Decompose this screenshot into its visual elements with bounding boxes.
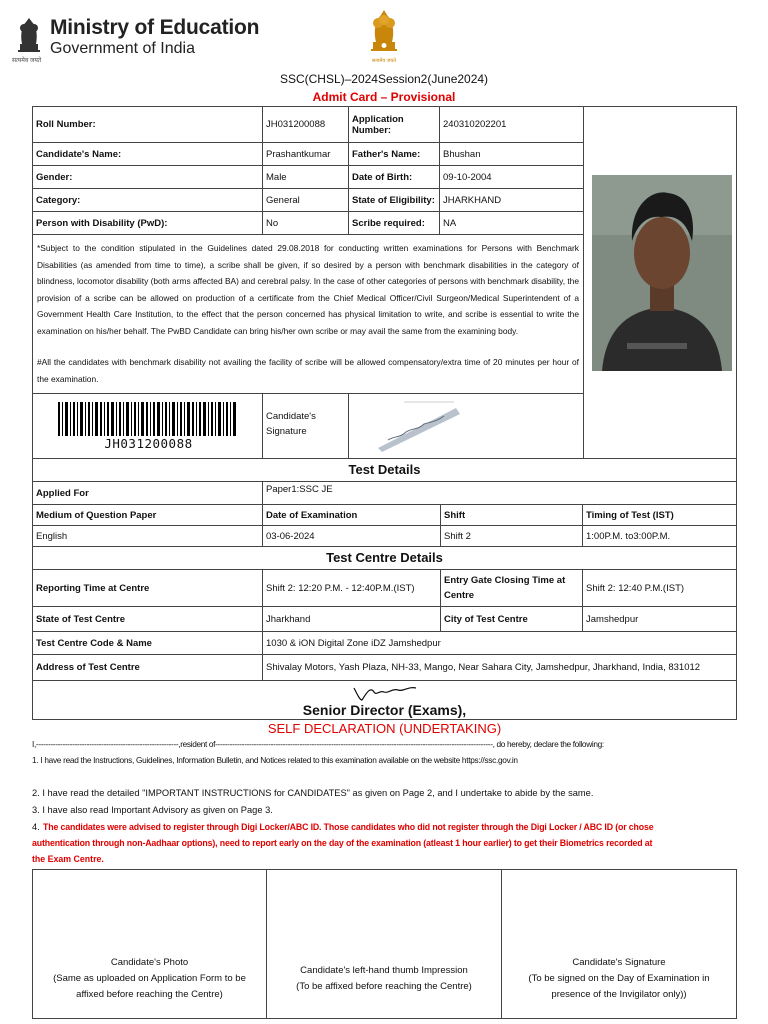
declaration-line-4c: the Exam Centre. xyxy=(32,854,104,864)
centre-address-value: Shivalay Motors, Yash Plaza, NH-33, Mango, Near Sahara City, Jamshedpur, Jharkhand, India, 831012 xyxy=(262,654,737,681)
category-label: Category: xyxy=(32,188,263,212)
pwd-value: No xyxy=(262,211,349,235)
declaration-line-3: 3. I have also read Important Advisory as given on Page 3. xyxy=(32,805,273,815)
director-title: Senior Director (Exams), xyxy=(302,702,467,718)
declaration-line-2: 2. I have read the detailed "IMPORTANT INSTRUCTIONS for CANDIDATES" as given on Page 2, and I undertake to abide by the same. xyxy=(32,788,594,798)
timing-value: 1:00P.M. to3:00P.M. xyxy=(582,525,737,547)
father-label: Father's Name: xyxy=(348,142,440,166)
centre-code-label: Test Centre Code & Name xyxy=(32,631,263,655)
ministry-logo xyxy=(12,14,260,66)
scribe-label: Scribe required: xyxy=(348,211,440,235)
center-motto: सत्यमेव जयते xyxy=(371,58,397,64)
person-photo-icon xyxy=(592,175,732,371)
signature-label: Candidate's Signature xyxy=(266,411,316,437)
centre-state-value: Jharkhand xyxy=(262,606,441,632)
reporting-time-label: Reporting Time at Centre xyxy=(32,569,263,607)
centre-city-value: Jamshedpur xyxy=(582,606,737,632)
centre-city-label: City of Test Centre xyxy=(440,606,583,632)
gender-value: Male xyxy=(262,165,349,189)
test-details-title: Test Details xyxy=(348,462,421,477)
ministry-subtitle: Government of India xyxy=(50,40,195,57)
category-value: General xyxy=(262,188,349,212)
card-title: Admit Card – Provisional xyxy=(312,90,456,104)
scribe-note-paragraph: *Subject to the condition stipulated in the Guidelines dated 29.08.2018 for conducting written examinations for Persons with Benchmark Disabilities (as amended from time to time), a scribe shall be given, if so desired by a person with benchmark disabilities in the category of blindness, locomotor disability (both arms affected BA) and cerebral palsy. In the case of other categories of persons with benchmark disability, the provision of a scribe can be allowed on production of a certificate from the Chief Medical Officer/Civil Surgeon/Medical Superintendent of a Government Health Care Institution, to the effect that the person concerned has physical limitation to write, and scribe is essential to write the examination on his/her behalf. The PwBD Candidate can bring his/her own scribe or may avail the same from the examining body. xyxy=(37,243,579,336)
photo-box-line-2: (Same as uploaded on Application Form to be xyxy=(53,973,246,984)
candidate-photo xyxy=(592,175,732,371)
sign-box-line-3: presence of the Invigilator only)) xyxy=(551,989,687,1000)
signature-image-icon xyxy=(374,400,464,452)
pwd-label: Person with Disability (PwD): xyxy=(32,211,263,235)
ministry-title: Ministry of Education xyxy=(50,16,260,39)
barcode-icon xyxy=(58,402,238,436)
declaration-line-0: I,-----------------------------------------------------------,resident of-------------------------------------------------------------------------------------------------------------------, do hereby, declare the following: xyxy=(32,739,604,749)
gender-label: Gender: xyxy=(32,165,263,189)
exam-date-value: 03-06-2024 xyxy=(262,525,441,547)
father-value: Bhushan xyxy=(439,142,584,166)
shift-label: Shift xyxy=(440,504,583,526)
barcode-text: JH031200088 xyxy=(104,436,193,451)
name-value: Prashantkumar xyxy=(262,142,349,166)
centre-state-label: State of Test Centre xyxy=(32,606,263,632)
photo-box-text xyxy=(32,955,267,1003)
centre-code-value: 1030 & iON Digital Zone iDZ Jamshedpur xyxy=(262,631,737,655)
declaration-line-4b: authentication through non-Aadhaar options), need to report early on the day of the examination (atleast 1 hour earlier) to get their Biometrics recorded at xyxy=(32,838,653,848)
thumb-box-text xyxy=(266,963,502,995)
thumb-box-line-2: (To be affixed before reaching the Centre) xyxy=(296,981,472,992)
photo-box-line-3: affixed before reaching the Centre) xyxy=(76,989,223,1000)
reporting-time-value: Shift 2: 12:20 P.M. - 12:40P.M.(IST) xyxy=(262,569,441,607)
declaration-line-4-number: 4. xyxy=(32,822,40,832)
applied-for-value: Paper1:SSC JE xyxy=(262,481,737,505)
medium-label: Medium of Question Paper xyxy=(32,504,263,526)
exam-line: SSC(CHSL)–2024Session2(June2024) xyxy=(279,72,489,86)
scribe-extra-time-note: #All the candidates with benchmark disability not availing the facility of scribe will be allowed compensatory/extra time of 20 minutes per hour of the examination. xyxy=(37,357,579,384)
centre-details-title: Test Centre Details xyxy=(326,550,443,565)
signature-image-cell xyxy=(348,393,584,459)
applied-for-label: Applied For xyxy=(32,481,263,505)
scribe-value: NA xyxy=(439,211,584,235)
declaration-title: SELF DECLARATION (UNDERTAKING) xyxy=(267,721,502,736)
declaration-line-4a: The candidates were advised to register through Digi Locker/ABC ID. Those candidates who did not register through the Digi Locker / ABC ID (or chose xyxy=(43,822,654,832)
photo-box-line-1: Candidate's Photo xyxy=(110,957,189,968)
center-emblem xyxy=(366,8,402,66)
motto-text: सत्यमेव जयते xyxy=(12,58,42,64)
timing-label: Timing of Test (IST) xyxy=(582,504,737,526)
barcode-cell xyxy=(32,393,263,459)
gate-closing-label: Entry Gate Closing Time at Centre xyxy=(440,569,583,607)
exam-date-label: Date of Examination xyxy=(262,504,441,526)
sign-box-text xyxy=(501,955,737,1003)
sign-box-line-1: Candidate's Signature xyxy=(572,957,666,968)
national-emblem-icon xyxy=(12,14,46,62)
state-eligibility-value: JHARKHAND xyxy=(439,188,584,212)
signature-label-cell xyxy=(262,393,349,459)
declaration-line-1: 1. I have read the Instructions, Guidelines, Information Bulletin, and Notices related to this examination available on the website https://ssc.gov.in xyxy=(32,755,518,765)
application-label: Application Number: xyxy=(348,106,440,143)
thumb-box xyxy=(266,869,502,1019)
application-value: 240310202201 xyxy=(439,106,584,143)
roll-label: Roll Number: xyxy=(32,106,263,143)
name-label: Candidate's Name: xyxy=(32,142,263,166)
shift-value: Shift 2 xyxy=(440,525,583,547)
state-eligibility-label: State of Eligibility: xyxy=(348,188,440,212)
thumb-box-line-1: Candidate's left-hand thumb Impression xyxy=(300,965,468,976)
centre-address-label: Address of Test Centre xyxy=(32,654,263,681)
dob-value: 09-10-2004 xyxy=(439,165,584,189)
roll-value: JH031200088 xyxy=(262,106,349,143)
dob-label: Date of Birth: xyxy=(348,165,440,189)
sign-box-line-2: (To be signed on the Day of Examination in xyxy=(528,973,710,984)
director-signature-icon xyxy=(350,682,420,704)
medium-value: English xyxy=(32,525,263,547)
gate-closing-value: Shift 2: 12:40 P.M.(IST) xyxy=(582,569,737,607)
